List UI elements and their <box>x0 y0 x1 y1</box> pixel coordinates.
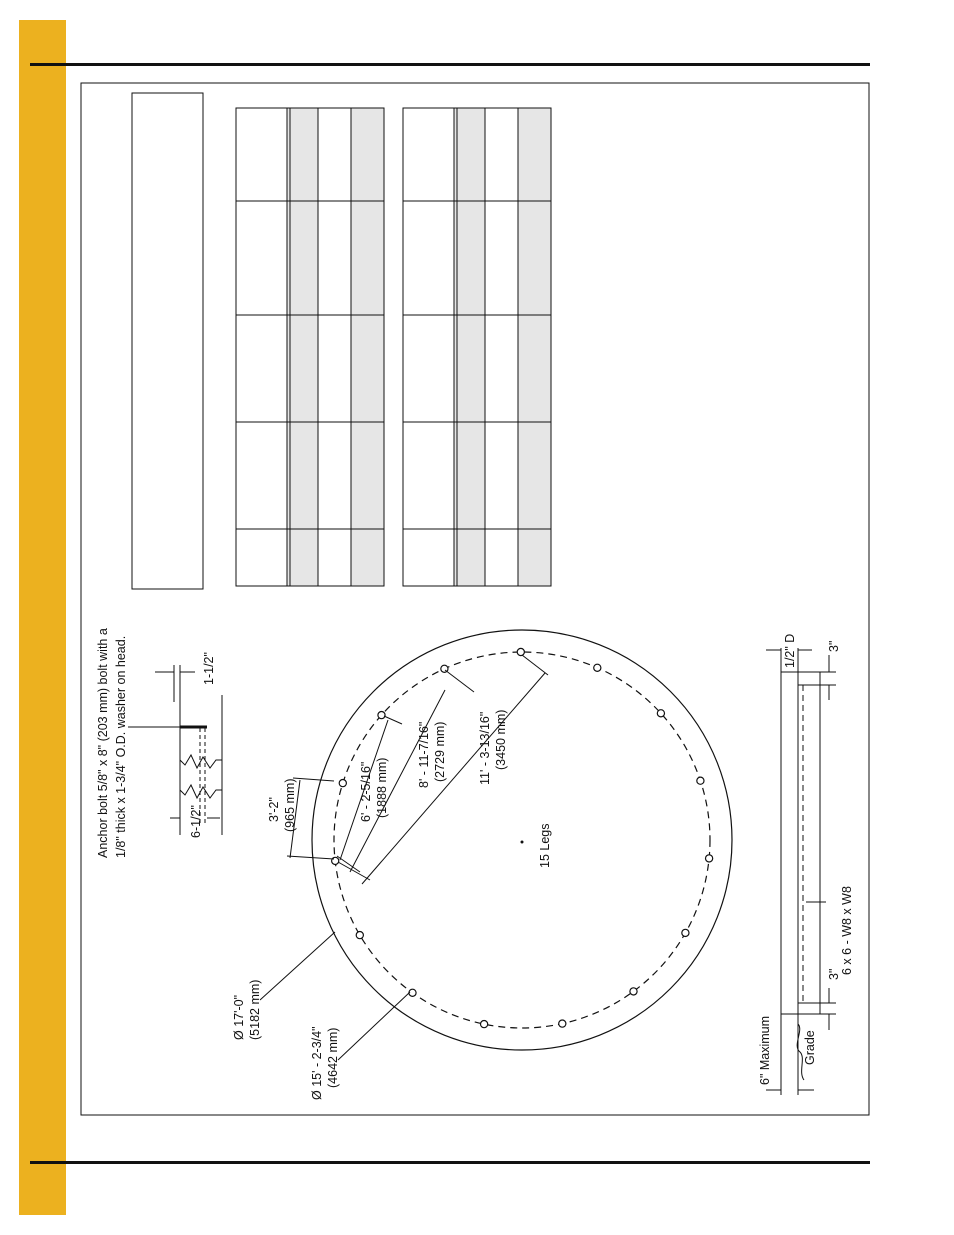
beam-callout: 6 x 6 - W8 x W8 <box>840 886 854 975</box>
outer-foundation-circle <box>312 630 732 1050</box>
chord-11ft <box>362 673 545 884</box>
dim-1-half: 1-1/2" <box>202 652 216 685</box>
dim-6-half: 6-1/2" <box>189 805 203 838</box>
center-point <box>521 841 524 844</box>
leg-anchor-hole <box>657 710 664 717</box>
break-line-top <box>180 755 222 768</box>
dim-11-3-ft: 11' - 3-13/16" <box>478 711 492 785</box>
bolt-circle <box>334 652 710 1028</box>
section-view <box>766 648 836 1095</box>
plan-view <box>260 630 732 1060</box>
anchor-bolt-detail <box>96 628 222 858</box>
leg-anchor-hole <box>481 1021 488 1028</box>
leg-anchor-hole <box>378 712 385 719</box>
title-block <box>132 93 203 589</box>
leg-anchor-hole <box>559 1020 566 1027</box>
outer-dia-ft: Ø 17'-0" <box>232 994 246 1040</box>
leg-anchor-hole <box>630 988 637 995</box>
spec-table-2 <box>403 108 551 586</box>
table-2-white-column <box>485 108 518 586</box>
leg-anchor-hole <box>332 857 339 864</box>
leg-anchor-hole <box>682 929 689 936</box>
leg-anchors <box>332 648 713 1027</box>
leg-anchor-hole <box>697 777 704 784</box>
grade-label: Grade <box>803 1030 817 1065</box>
dim-6-2-mm: (1888 mm) <box>375 757 389 818</box>
dim-8-11-mm: (2729 mm) <box>433 721 447 782</box>
outer-dia-leader <box>260 932 335 1000</box>
leg-anchor-hole <box>594 664 601 671</box>
six-max-label: 6" Maximum <box>758 1015 772 1085</box>
leg-anchor-hole <box>339 780 346 787</box>
dim-8-11-ft: 8' - 11-7/16" <box>417 721 431 788</box>
three-inch-top: 3" <box>827 640 841 652</box>
outer-dia-mm: (5182 mm) <box>248 979 262 1040</box>
anchor-note-line2: 1/8" thick x 1-3/4" O.D. washer on head. <box>114 635 128 858</box>
leg-anchor-hole <box>356 932 363 939</box>
dim-6-2-ft: 6' - 2-5/16" <box>359 761 373 822</box>
bolt-dia-mm: (4642 mm) <box>326 1027 340 1088</box>
dim-3-2-ft: 3'-2" <box>267 797 281 822</box>
leg-anchor-hole <box>517 648 524 655</box>
dim-11-3-mm: (3450 mm) <box>494 709 508 770</box>
table-1-white-column <box>318 108 351 586</box>
legs-count: 15 Legs <box>538 823 552 868</box>
slab-section <box>781 672 820 1014</box>
leg-anchor-hole <box>706 855 713 862</box>
break-line-bottom <box>180 785 222 798</box>
leg-anchor-hole <box>409 989 416 996</box>
spec-table-1 <box>236 108 384 586</box>
anchor-note-line1: Anchor bolt 5/8" x 8" (203 mm) bolt with a <box>96 628 110 858</box>
three-inch-bottom: 3" <box>827 968 841 980</box>
bolt-dia-leader <box>338 992 410 1060</box>
bolt-dia-ft: Ø 15' - 2-3/4" <box>310 1026 324 1100</box>
half-inch-d: 1/2" D <box>783 633 797 668</box>
dim-3-2-mm: (965 mm) <box>283 778 297 832</box>
